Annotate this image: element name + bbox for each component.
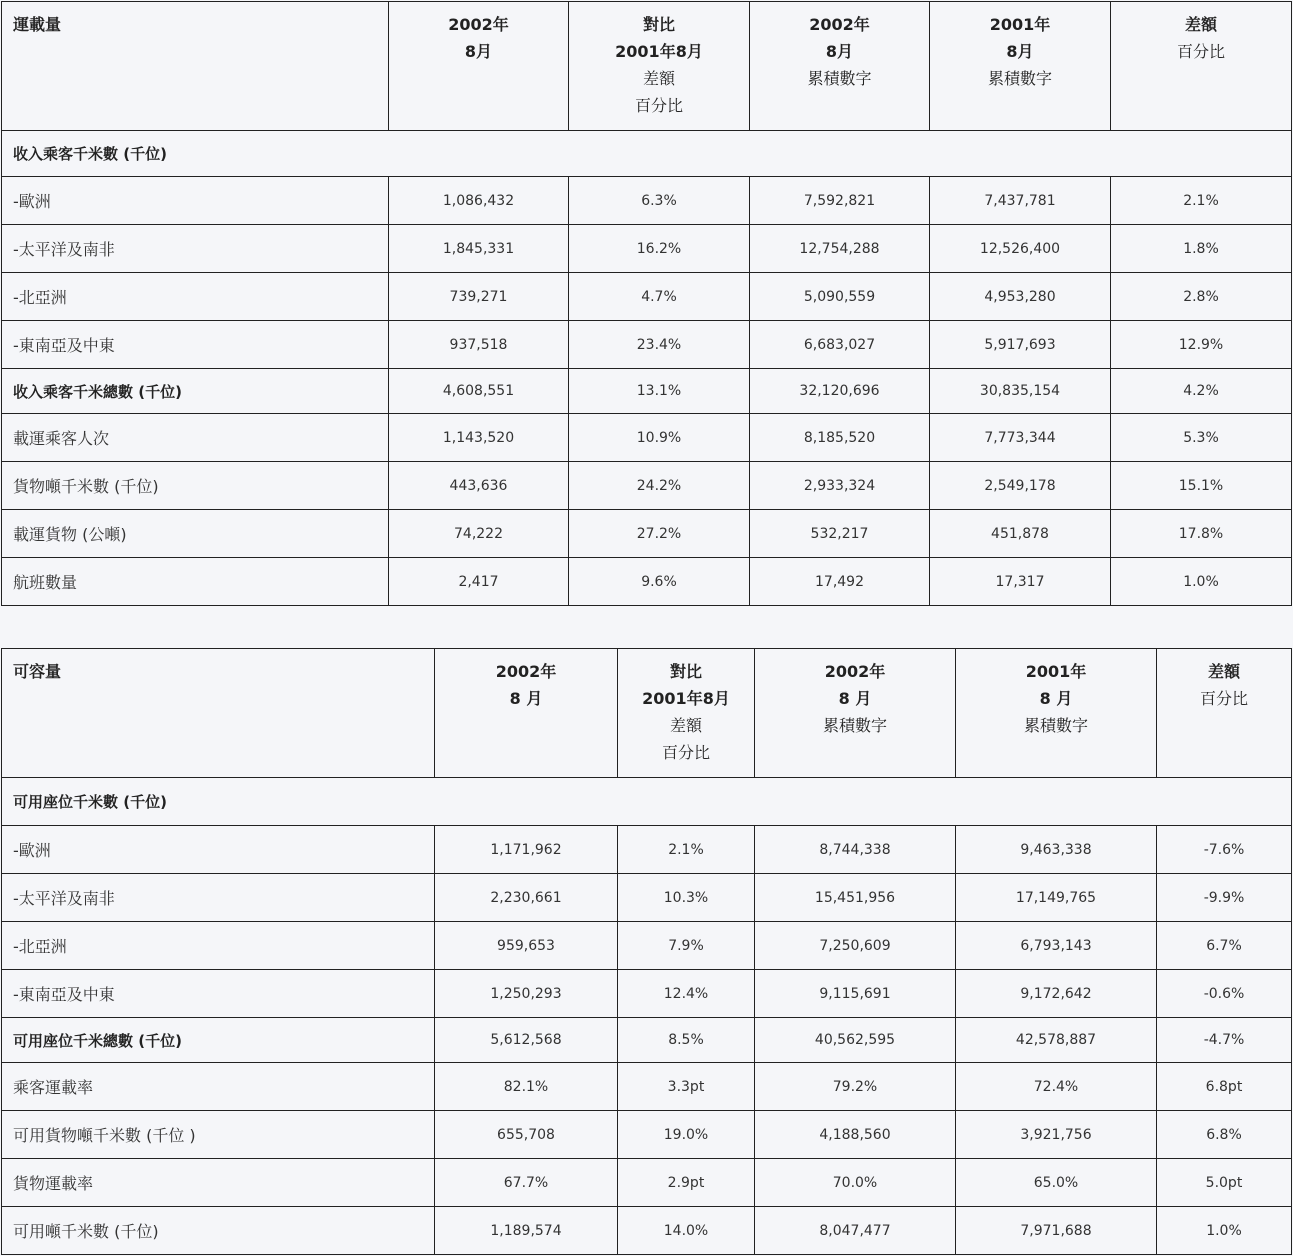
header-line: 8 月 bbox=[838, 689, 872, 708]
cell-value: 6.8pt bbox=[1157, 1063, 1292, 1111]
cell-value: 1,171,962 bbox=[435, 826, 618, 874]
cell-value: 4,608,551 bbox=[389, 369, 569, 414]
row-label: 乘客運載率 bbox=[2, 1063, 435, 1111]
table-row bbox=[2, 922, 1292, 970]
cell-value: 70.0% bbox=[755, 1159, 956, 1207]
row-label: 航班數量 bbox=[2, 558, 389, 606]
cell-value: 12.4% bbox=[618, 970, 755, 1018]
header-line: 2001年8月 bbox=[615, 42, 703, 61]
cell-value: 2,417 bbox=[389, 558, 569, 606]
table-row bbox=[2, 273, 1292, 321]
cell-value: 15.1% bbox=[1111, 462, 1292, 510]
table-row bbox=[2, 321, 1292, 369]
header-line: 2002年 bbox=[824, 662, 886, 681]
header-line: 8月 bbox=[464, 42, 493, 61]
cell-value: 4.7% bbox=[569, 273, 750, 321]
section-title: 收入乘客千米數 (千位) bbox=[2, 131, 1292, 177]
cell-value: 9,172,642 bbox=[956, 970, 1157, 1018]
cell-value: 451,878 bbox=[930, 510, 1111, 558]
cell-value: 4,188,560 bbox=[755, 1111, 956, 1159]
cell-value: 1,143,520 bbox=[389, 414, 569, 462]
table-row bbox=[2, 369, 1292, 414]
cell-value: 1.8% bbox=[1111, 225, 1292, 273]
header-line: 累積數字 bbox=[987, 69, 1052, 88]
row-label: 載運貨物 (公噸) bbox=[2, 510, 389, 558]
header-line: 累積數字 bbox=[822, 716, 887, 735]
cell-value: 2.1% bbox=[618, 826, 755, 874]
cell-value: 6.7% bbox=[1157, 922, 1292, 970]
cell-value: 17,149,765 bbox=[956, 874, 1157, 922]
row-label: 載運乘客人次 bbox=[2, 414, 389, 462]
table-row bbox=[2, 225, 1292, 273]
cell-value: 532,217 bbox=[750, 510, 930, 558]
cell-value: 65.0% bbox=[956, 1159, 1157, 1207]
header-row bbox=[2, 2, 1292, 131]
cell-value: 12.9% bbox=[1111, 321, 1292, 369]
row-label: -太平洋及南非 bbox=[2, 874, 435, 922]
column-header bbox=[569, 2, 750, 131]
cell-value: 2.1% bbox=[1111, 177, 1292, 225]
table-row bbox=[2, 1111, 1292, 1159]
cell-value: 40,562,595 bbox=[755, 1018, 956, 1063]
table-row bbox=[2, 1159, 1292, 1207]
cell-value: 739,271 bbox=[389, 273, 569, 321]
cell-value: 12,526,400 bbox=[930, 225, 1111, 273]
cell-value: 27.2% bbox=[569, 510, 750, 558]
traffic-table bbox=[1, 1, 1292, 606]
header-line: 8 月 bbox=[509, 689, 543, 708]
header-line: 2002年 bbox=[495, 662, 557, 681]
cell-value: 7,592,821 bbox=[750, 177, 930, 225]
row-label: -歐洲 bbox=[2, 177, 389, 225]
cell-value: 4.2% bbox=[1111, 369, 1292, 414]
header-line: 百分比 bbox=[634, 96, 683, 115]
cell-value: 443,636 bbox=[389, 462, 569, 510]
cell-value: 13.1% bbox=[569, 369, 750, 414]
column-header bbox=[1111, 2, 1292, 131]
section-title: 可用座位千米數 (千位) bbox=[2, 778, 1292, 826]
cell-value: 15,451,956 bbox=[755, 874, 956, 922]
header-line: 差額 bbox=[1207, 662, 1240, 681]
cell-value: 8,744,338 bbox=[755, 826, 956, 874]
table-row bbox=[2, 826, 1292, 874]
cell-value: 2,230,661 bbox=[435, 874, 618, 922]
header-line: 百分比 bbox=[661, 743, 710, 762]
table-row bbox=[2, 970, 1292, 1018]
table-row bbox=[2, 874, 1292, 922]
cell-value: 79.2% bbox=[755, 1063, 956, 1111]
row-label: -北亞洲 bbox=[2, 273, 389, 321]
cell-value: 14.0% bbox=[618, 1207, 755, 1255]
cell-value: 7,250,609 bbox=[755, 922, 956, 970]
column-header bbox=[956, 649, 1157, 778]
section-row bbox=[2, 778, 1292, 826]
cell-value: 6,683,027 bbox=[750, 321, 930, 369]
cell-value: 30,835,154 bbox=[930, 369, 1111, 414]
cell-value: 17,492 bbox=[750, 558, 930, 606]
header-line: 累積數字 bbox=[1023, 716, 1088, 735]
section-row bbox=[2, 131, 1292, 177]
cell-value: 23.4% bbox=[569, 321, 750, 369]
column-header bbox=[930, 2, 1111, 131]
row-label: -東南亞及中東 bbox=[2, 321, 389, 369]
header-line: 差額 bbox=[669, 716, 702, 735]
cell-value: 67.7% bbox=[435, 1159, 618, 1207]
cell-value: 17.8% bbox=[1111, 510, 1292, 558]
cell-value: 17,317 bbox=[930, 558, 1111, 606]
cell-value: 1.0% bbox=[1111, 558, 1292, 606]
cell-value: 1,845,331 bbox=[389, 225, 569, 273]
column-header bbox=[389, 2, 569, 131]
row-label: 可用貨物噸千米數 (千位 ) bbox=[2, 1111, 435, 1159]
cell-value: 5.0pt bbox=[1157, 1159, 1292, 1207]
header-line: 百分比 bbox=[1199, 689, 1248, 708]
cell-value: 42,578,887 bbox=[956, 1018, 1157, 1063]
cell-value: 10.9% bbox=[569, 414, 750, 462]
row-label: -歐洲 bbox=[2, 826, 435, 874]
cell-value: 1,250,293 bbox=[435, 970, 618, 1018]
column-header bbox=[755, 649, 956, 778]
cell-value: 10.3% bbox=[618, 874, 755, 922]
row-label: -東南亞及中東 bbox=[2, 970, 435, 1018]
cell-value: 6.3% bbox=[569, 177, 750, 225]
cell-value: 7.9% bbox=[618, 922, 755, 970]
header-line: 8月 bbox=[825, 42, 854, 61]
header-line: 對比 bbox=[669, 662, 702, 681]
column-header bbox=[618, 649, 755, 778]
cell-value: 1,086,432 bbox=[389, 177, 569, 225]
table-row bbox=[2, 1018, 1292, 1063]
cell-value: 1.0% bbox=[1157, 1207, 1292, 1255]
row-label: 可用座位千米總數 (千位) bbox=[2, 1018, 435, 1063]
cell-value: 2,549,178 bbox=[930, 462, 1111, 510]
column-header bbox=[2, 649, 435, 778]
row-label: 貨物噸千米數 (千位) bbox=[2, 462, 389, 510]
cell-value: 2,933,324 bbox=[750, 462, 930, 510]
cell-value: 937,518 bbox=[389, 321, 569, 369]
capacity-table bbox=[1, 648, 1292, 1255]
cell-value: -0.6% bbox=[1157, 970, 1292, 1018]
cell-value: 655,708 bbox=[435, 1111, 618, 1159]
header-line: 對比 bbox=[642, 15, 675, 34]
cell-value: 9,463,338 bbox=[956, 826, 1157, 874]
cell-value: 72.4% bbox=[956, 1063, 1157, 1111]
cell-value: 6.8% bbox=[1157, 1111, 1292, 1159]
cell-value: 19.0% bbox=[618, 1111, 755, 1159]
header-line: 2001年 bbox=[989, 15, 1051, 34]
row-label: 收入乘客千米總數 (千位) bbox=[2, 369, 389, 414]
cell-value: 5.3% bbox=[1111, 414, 1292, 462]
cell-value: 24.2% bbox=[569, 462, 750, 510]
cell-value: 7,773,344 bbox=[930, 414, 1111, 462]
header-line: 差額 bbox=[642, 69, 675, 88]
cell-value: 5,090,559 bbox=[750, 273, 930, 321]
cell-value: 9,115,691 bbox=[755, 970, 956, 1018]
row-label: 貨物運載率 bbox=[2, 1159, 435, 1207]
cell-value: 5,917,693 bbox=[930, 321, 1111, 369]
header-line: 可容量 bbox=[13, 662, 62, 681]
table-row bbox=[2, 510, 1292, 558]
cell-value: 12,754,288 bbox=[750, 225, 930, 273]
header-line: 差額 bbox=[1184, 15, 1217, 34]
cell-value: 7,971,688 bbox=[956, 1207, 1157, 1255]
cell-value: 8.5% bbox=[618, 1018, 755, 1063]
header-line: 2002年 bbox=[448, 15, 509, 34]
cell-value: 1,189,574 bbox=[435, 1207, 618, 1255]
row-label: 可用噸千米數 (千位) bbox=[2, 1207, 435, 1255]
cell-value: 16.2% bbox=[569, 225, 750, 273]
table-row bbox=[2, 1207, 1292, 1255]
header-line: 累積數字 bbox=[807, 69, 872, 88]
column-header bbox=[1157, 649, 1292, 778]
header-line: 運載量 bbox=[13, 15, 62, 34]
header-row bbox=[2, 649, 1292, 778]
cell-value: 82.1% bbox=[435, 1063, 618, 1111]
column-header bbox=[2, 2, 389, 131]
cell-value: 2.9pt bbox=[618, 1159, 755, 1207]
table-row bbox=[2, 462, 1292, 510]
cell-value: 3.3pt bbox=[618, 1063, 755, 1111]
column-header bbox=[435, 649, 618, 778]
header-line: 8 月 bbox=[1039, 689, 1073, 708]
table-row bbox=[2, 177, 1292, 225]
cell-value: -9.9% bbox=[1157, 874, 1292, 922]
row-label: -北亞洲 bbox=[2, 922, 435, 970]
cell-value: 8,047,477 bbox=[755, 1207, 956, 1255]
cell-value: 5,612,568 bbox=[435, 1018, 618, 1063]
cell-value: 4,953,280 bbox=[930, 273, 1111, 321]
cell-value: 959,653 bbox=[435, 922, 618, 970]
cell-value: 2.8% bbox=[1111, 273, 1292, 321]
header-line: 百分比 bbox=[1176, 42, 1225, 61]
row-label: -太平洋及南非 bbox=[2, 225, 389, 273]
table-row bbox=[2, 558, 1292, 606]
cell-value: 74,222 bbox=[389, 510, 569, 558]
cell-value: 8,185,520 bbox=[750, 414, 930, 462]
header-line: 2002年 bbox=[809, 15, 870, 34]
cell-value: 7,437,781 bbox=[930, 177, 1111, 225]
cell-value: 9.6% bbox=[569, 558, 750, 606]
table-row bbox=[2, 1063, 1292, 1111]
cell-value: -7.6% bbox=[1157, 826, 1292, 874]
header-line: 2001年8月 bbox=[642, 689, 730, 708]
column-header bbox=[750, 2, 930, 131]
header-line: 2001年 bbox=[1025, 662, 1087, 681]
table-row bbox=[2, 414, 1292, 462]
cell-value: 6,793,143 bbox=[956, 922, 1157, 970]
cell-value: 32,120,696 bbox=[750, 369, 930, 414]
header-line: 8月 bbox=[1006, 42, 1034, 61]
cell-value: 3,921,756 bbox=[956, 1111, 1157, 1159]
cell-value: -4.7% bbox=[1157, 1018, 1292, 1063]
